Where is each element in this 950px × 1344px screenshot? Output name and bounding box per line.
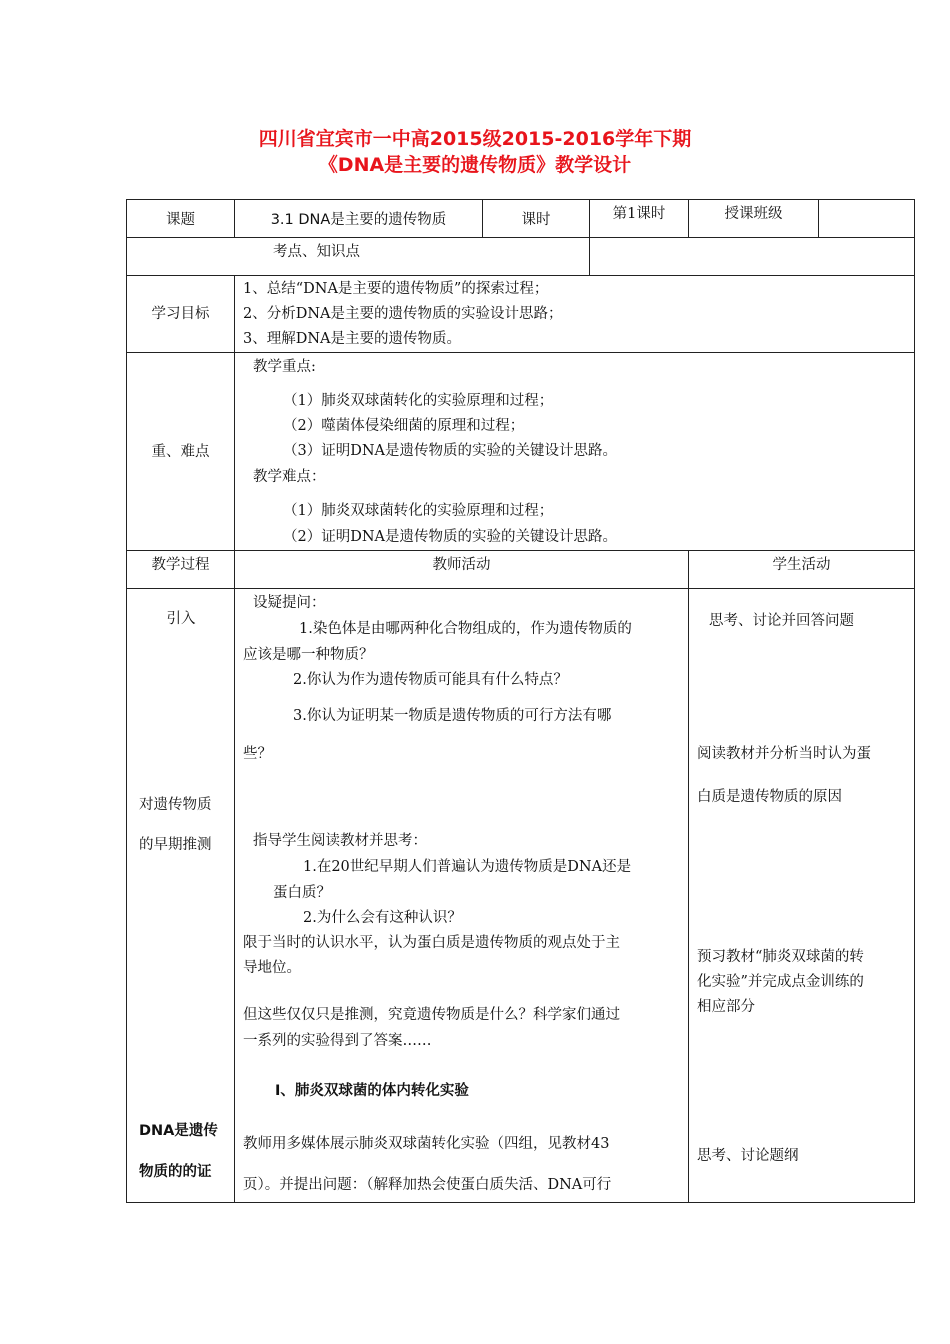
topic-row [127,200,915,238]
goal-item: 2、分析DNA是主要的遗传物质的实验设计思路； [243,306,563,322]
key-points-row [127,353,915,551]
guide-1-line2: 蛋白质？ [273,885,331,901]
difficulty-title: 教学难点： [253,469,326,485]
stage-intro: 引入 [166,611,196,627]
knowledge-value [590,238,915,276]
question-1-line2: 应该是哪一种物质？ [243,647,374,663]
stage-early-line2: 的早期推测 [139,837,212,853]
stage-dna-line2: 物质的的证 [139,1164,212,1180]
student-2-line2: 白质是遗传物质的原因 [697,789,842,805]
process-header-row [127,551,915,589]
lesson-plan-table [126,199,915,1203]
key-points-label: 重、难点 [127,353,235,551]
student-2-line1: 阅读教材并分析当时认为蛋 [697,746,871,762]
question-3-line1: 3.你认为证明某一物质是遗传物质的可行方法有哪 [293,708,612,724]
limit-line1: 限于当时的认识水平，认为蛋白质是遗传物质的观点处于主 [243,935,620,951]
period-value: 第1课时 [590,200,689,238]
knowledge-label: 考点、知识点 [127,238,590,276]
class-value [819,200,915,238]
document-title-line1: 四川省宜宾市一中高2015级2015-2016学年下期 [258,128,692,150]
teacher-activity-header: 教师活动 [235,551,689,589]
goals-content [235,276,915,353]
question-1-line1: 1.染色体是由哪两种化合物组成的，作为遗传物质的 [299,621,632,637]
goals-label: 学习目标 [127,276,235,353]
key-title: 教学重点: [253,359,316,375]
guide-1-line1: 1.在20世纪早期人们普遍认为遗传物质是DNA还是 [303,859,632,875]
class-label: 授课班级 [689,200,819,238]
key-item: （3）证明DNA是遗传物质的实验的关键设计思路。 [283,443,618,459]
but-line2: 一系列的实验得到了答案…… [243,1033,432,1049]
section-title: Ⅰ、肺炎双球菌的体内转化实验 [275,1083,469,1099]
student-3-line3: 相应部分 [697,999,755,1015]
student-4: 思考、讨论题纲 [697,1148,799,1164]
student-activity [689,589,915,1203]
goals-row [127,276,915,353]
key-item: （1）肺炎双球菌转化的实验原理和过程； [283,393,554,409]
guide-2: 2.为什么会有这种认识？ [303,910,462,926]
topic-value: 3.1 DNA是主要的遗传物质 [235,200,483,238]
student-3-line2: 化实验”并完成点金训练的 [697,974,864,990]
knowledge-row [127,238,915,276]
but-line1: 但这些仅仅只是推测，究竟遗传物质是什么？科学家们通过 [243,1007,620,1023]
difficulty-item: （2）证明DNA是遗传物质的实验的关键设计思路。 [283,529,618,545]
student-3-line1: 预习教材“肺炎双球菌的转 [697,949,864,965]
guide-title: 指导学生阅读教材并思考： [253,833,427,849]
media-line1: 教师用多媒体展示肺炎双球菌转化实验（四组，见教材43 [243,1136,610,1152]
question-3-line2: 些？ [243,746,272,762]
student-activity-header: 学生活动 [689,551,915,589]
media-line2: 页）。并提出问题：（解释加热会使蛋白质失活、DNA可行 [243,1177,612,1193]
process-header: 教学过程 [127,551,235,589]
limit-line2: 导地位。 [243,960,301,976]
teacher-activity [235,589,689,1203]
difficulty-item: （1）肺炎双球菌转化的实验原理和过程； [283,503,554,519]
student-1: 思考、讨论并回答问题 [709,613,854,629]
goal-item: 1、总结“DNA是主要的遗传物质”的探索过程； [243,281,549,297]
question-2: 2.你认为作为遗传物质可能具有什么特点？ [293,672,568,688]
key-points-content [235,353,915,551]
process-stages [127,589,235,1203]
question-title: 设疑提问： [253,595,326,611]
key-item: （2）噬菌体侵染细菌的原理和过程； [283,418,525,434]
goal-item: 3、理解DNA是主要的遗传物质。 [243,331,462,347]
process-content-row [127,589,915,1203]
stage-dna-line1: DNA是遗传 [139,1123,218,1139]
document-title-line2: 《DNA是主要的遗传物质》教学设计 [318,154,632,176]
period-label: 课时 [483,200,590,238]
stage-early-line1: 对遗传物质 [139,797,212,813]
topic-label: 课题 [127,200,235,238]
